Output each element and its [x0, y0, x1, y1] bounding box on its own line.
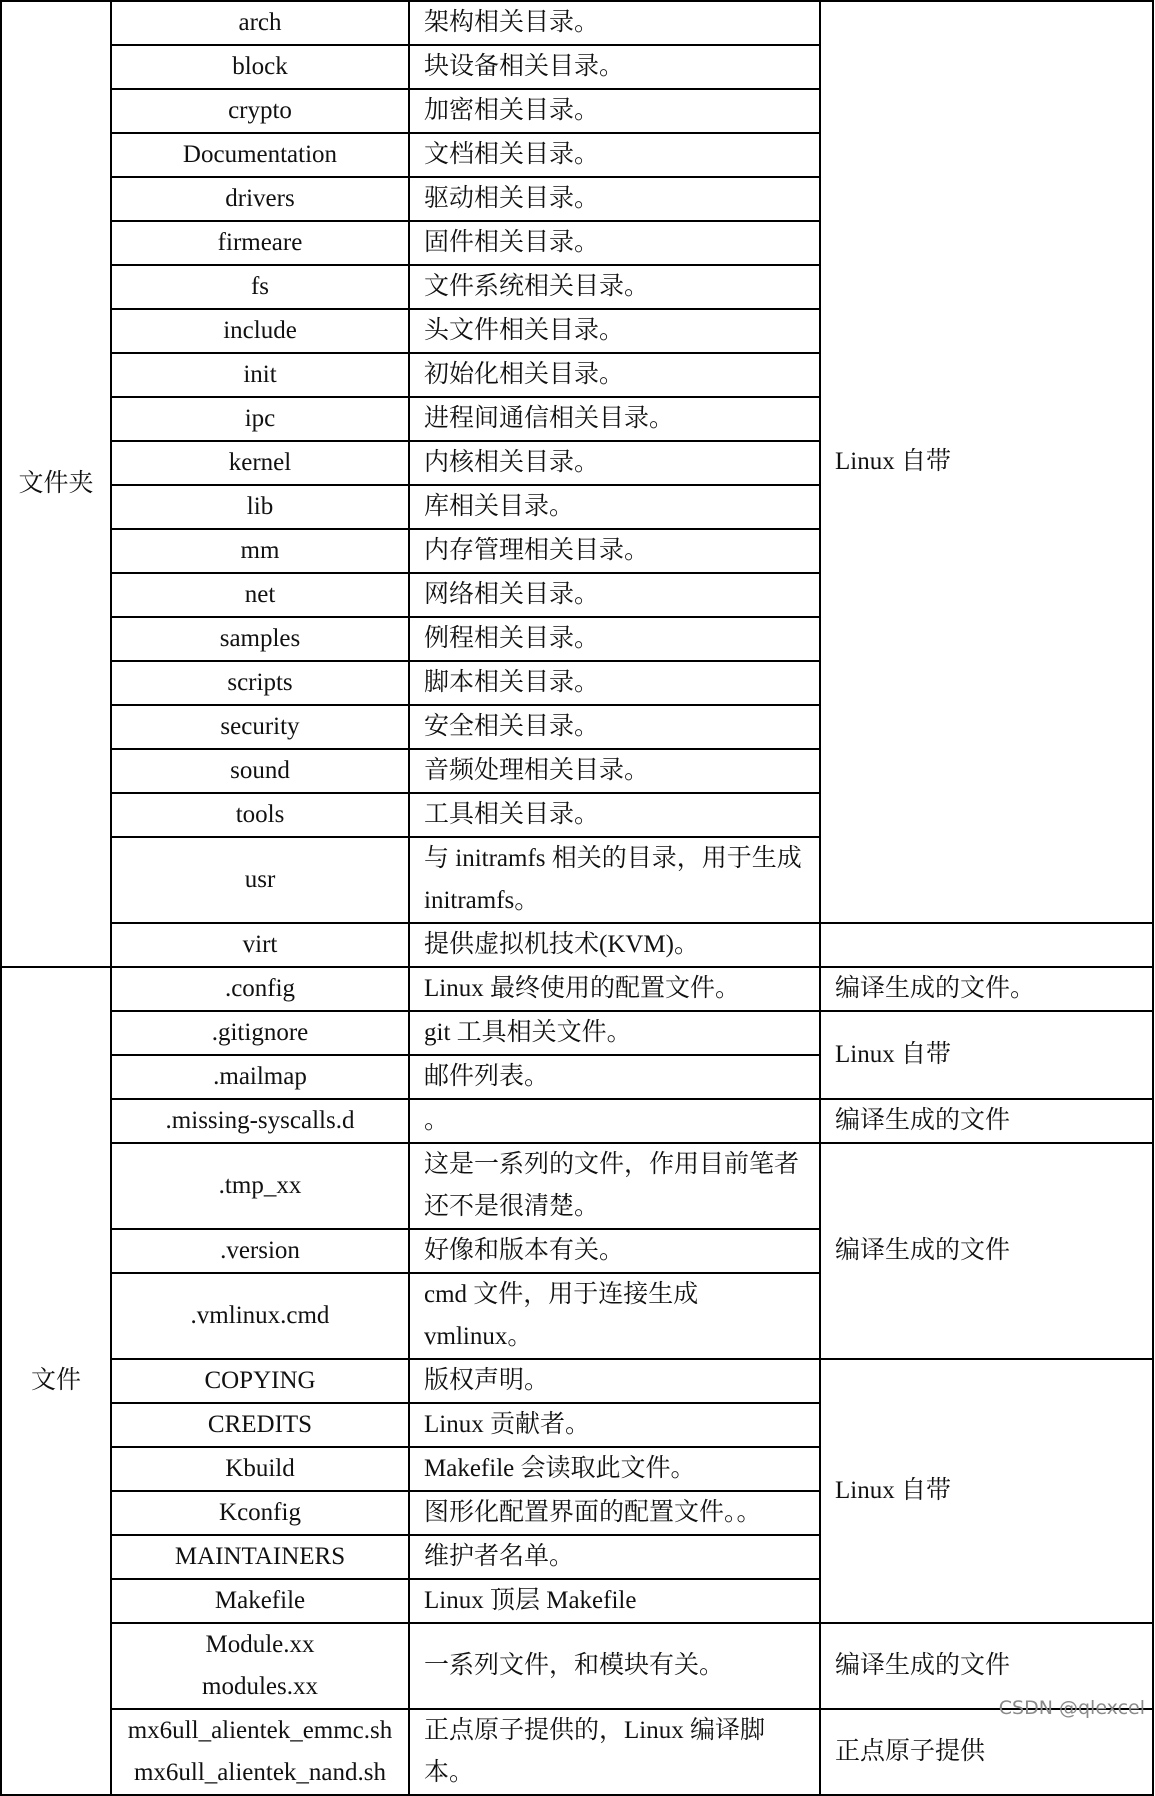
entry-name: net	[111, 573, 409, 617]
folder-category-cell	[1, 1, 111, 967]
table-row	[1, 1143, 1153, 1229]
entry-description: 头文件相关目录。	[409, 309, 820, 353]
entry-name: .vmlinux.cmd	[111, 1273, 409, 1359]
entry-name: Makefile	[111, 1579, 409, 1623]
entry-description: 脚本相关目录。	[409, 661, 820, 705]
entry-description: 。	[409, 1099, 820, 1143]
table-row	[1, 1623, 1153, 1709]
entry-name: kernel	[111, 441, 409, 485]
entry-name-line: mx6ull_alientek_emmc.sh	[127, 1717, 393, 1744]
table-row	[1, 1, 1153, 45]
source-label: 编译生成的文件	[835, 1107, 1011, 1134]
entry-name: block	[111, 45, 409, 89]
entry-name: include	[111, 309, 409, 353]
entry-description: 音频处理相关目录。	[409, 749, 820, 793]
source-label: 正点原子提供	[835, 1738, 986, 1765]
entry-description: Linux 顶层 Makefile	[409, 1579, 820, 1623]
source-cell	[820, 1, 1153, 923]
entry-description: 提供虚拟机技术(KVM)。	[409, 923, 820, 967]
source-cell-empty	[820, 923, 1153, 967]
entry-description: 例程相关目录。	[409, 617, 820, 661]
table-row	[1, 923, 1153, 967]
entry-description: 文件系统相关目录。	[409, 265, 820, 309]
table-row	[1, 967, 1153, 1011]
description-line: 这是一系列的文件，作用目前笔者	[424, 1151, 800, 1178]
entry-description: git 工具相关文件。	[409, 1011, 820, 1055]
entry-name: Kbuild	[111, 1447, 409, 1491]
folder-category-label: 文件夹	[18, 470, 94, 497]
entry-description: 好像和版本有关。	[409, 1229, 820, 1273]
entry-description: 内核相关目录。	[409, 441, 820, 485]
entry-description: 邮件列表。	[409, 1055, 820, 1099]
entry-description: 初始化相关目录。	[409, 353, 820, 397]
entry-name: usr	[111, 837, 409, 923]
entry-description: 一系列文件，和模块有关。	[409, 1623, 820, 1709]
table-row	[1, 1359, 1153, 1403]
entry-name: virt	[111, 923, 409, 967]
entry-description: 维护者名单。	[409, 1535, 820, 1579]
entry-description: 正点原子提供的，Linux 编译脚本。	[409, 1709, 820, 1795]
entry-name: .gitignore	[111, 1011, 409, 1055]
entry-name-line: Module.xx	[205, 1631, 315, 1658]
entry-description: 库相关目录。	[409, 485, 820, 529]
entry-description	[409, 1143, 820, 1229]
entry-name: firmeare	[111, 221, 409, 265]
source-label: Linux 自带	[835, 1477, 951, 1504]
entry-name: scripts	[111, 661, 409, 705]
description-line: initramfs。	[424, 887, 540, 914]
table-row	[1, 1709, 1153, 1795]
entry-name: COPYING	[111, 1359, 409, 1403]
source-label: Linux 自带	[835, 1041, 951, 1068]
entry-name: security	[111, 705, 409, 749]
entry-description: Linux 最终使用的配置文件。	[409, 967, 820, 1011]
entry-description: 驱动相关目录。	[409, 177, 820, 221]
entry-name: .config	[111, 967, 409, 1011]
source-cell	[820, 1011, 1153, 1099]
entry-name: arch	[111, 1, 409, 45]
entry-description: 架构相关目录。	[409, 1, 820, 45]
entry-name: Documentation	[111, 133, 409, 177]
table-row	[1, 1099, 1153, 1143]
source-cell	[820, 967, 1153, 1011]
description-line: 与 initramfs 相关的目录，用于生成	[424, 845, 802, 872]
entry-name: fs	[111, 265, 409, 309]
source-cell	[820, 1709, 1153, 1795]
entry-description: Makefile 会读取此文件。	[409, 1447, 820, 1491]
entry-name: drivers	[111, 177, 409, 221]
entry-name: sound	[111, 749, 409, 793]
entry-name-line: mx6ull_alientek_nand.sh	[133, 1759, 387, 1786]
entry-name: ipc	[111, 397, 409, 441]
entry-description: cmd 文件，用于连接生成 vmlinux。	[409, 1273, 820, 1359]
entry-description	[409, 837, 820, 923]
entry-name: init	[111, 353, 409, 397]
source-label: 编译生成的文件。	[835, 975, 1036, 1002]
entry-description: Linux 贡献者。	[409, 1403, 820, 1447]
entry-description: 内存管理相关目录。	[409, 529, 820, 573]
source-cell	[820, 1359, 1153, 1623]
file-category-label: 文件	[30, 1367, 81, 1394]
entry-description: 网络相关目录。	[409, 573, 820, 617]
watermark: CSDN @qlexcel	[998, 1697, 1145, 1719]
entry-name	[111, 1623, 409, 1709]
entry-description: 版权声明。	[409, 1359, 820, 1403]
source-label: Linux 自带	[835, 448, 951, 475]
description-line: 还不是很清楚。	[424, 1193, 600, 1220]
entry-name: mm	[111, 529, 409, 573]
entry-name: samples	[111, 617, 409, 661]
entry-description: 安全相关目录。	[409, 705, 820, 749]
file-category-cell	[1, 967, 111, 1795]
entry-description: 图形化配置界面的配置文件。。	[409, 1491, 820, 1535]
entry-description: 进程间通信相关目录。	[409, 397, 820, 441]
entry-name: crypto	[111, 89, 409, 133]
entry-description: 块设备相关目录。	[409, 45, 820, 89]
source-cell	[820, 1143, 1153, 1359]
entry-name: lib	[111, 485, 409, 529]
entry-name: tools	[111, 793, 409, 837]
entry-description: 加密相关目录。	[409, 89, 820, 133]
entry-name: .version	[111, 1229, 409, 1273]
entry-name: MAINTAINERS	[111, 1535, 409, 1579]
entry-name: .mailmap	[111, 1055, 409, 1099]
source-label: 编译生成的文件	[835, 1652, 1011, 1679]
entry-description: 文档相关目录。	[409, 133, 820, 177]
source-label: 编译生成的文件	[835, 1237, 1011, 1264]
entry-description: 工具相关目录。	[409, 793, 820, 837]
entry-name-line: modules.xx	[202, 1673, 318, 1700]
source-cell	[820, 1099, 1153, 1143]
entry-name: Kconfig	[111, 1491, 409, 1535]
entry-name	[111, 1709, 409, 1795]
entry-name: CREDITS	[111, 1403, 409, 1447]
entry-description: 固件相关目录。	[409, 221, 820, 265]
entry-name: .tmp_xx	[111, 1143, 409, 1229]
entry-name: .missing-syscalls.d	[111, 1099, 409, 1143]
table-row	[1, 1011, 1153, 1055]
